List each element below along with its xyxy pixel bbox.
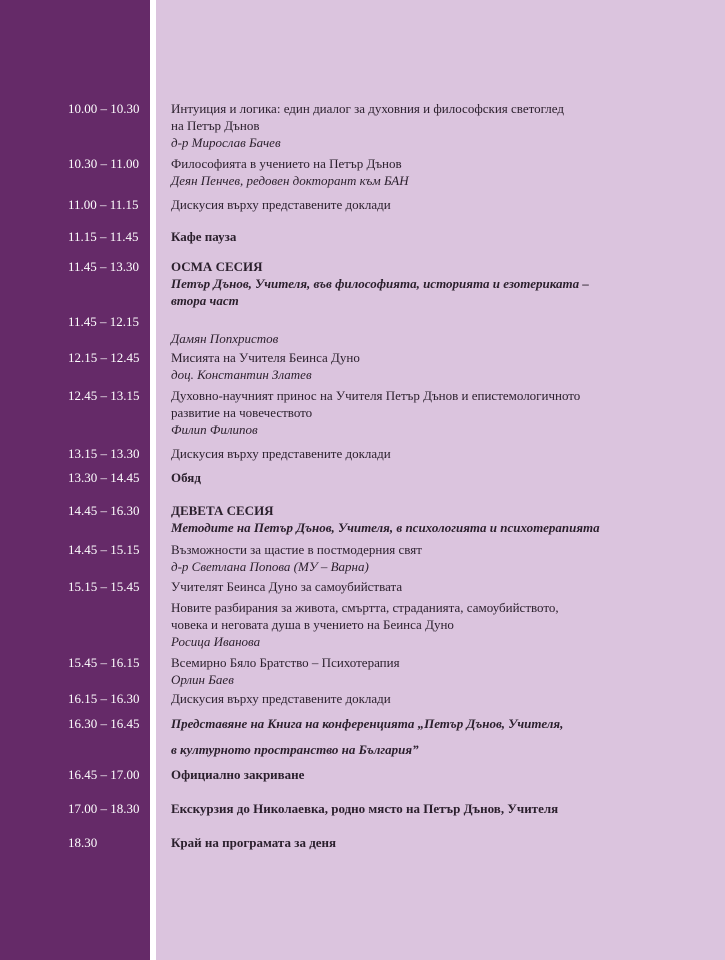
time-slot: 16.45 – 17.00 bbox=[68, 767, 140, 782]
time-slot: 11.00 – 11.15 bbox=[68, 197, 139, 212]
time-slot: 11.45 – 13.30 bbox=[68, 259, 140, 274]
time-slot: 10.00 – 10.30 bbox=[68, 101, 140, 116]
session-details bbox=[171, 741, 651, 758]
session-details bbox=[171, 578, 651, 595]
session-line: втора част bbox=[171, 293, 239, 308]
session-line: Интуиция и логика: един диалог за духовния и философския светоглед bbox=[171, 101, 564, 116]
session-details bbox=[171, 502, 651, 536]
time-slot: 12.15 – 12.45 bbox=[68, 350, 140, 365]
session-details bbox=[171, 313, 651, 347]
session-line: Екскурзия до Николаевка, родно място на Петър Дънов, Учителя bbox=[171, 801, 559, 816]
session-details bbox=[171, 654, 651, 688]
session-line: в културното пространство на България” bbox=[171, 742, 419, 757]
session-details bbox=[171, 349, 651, 383]
session-line: Методите на Петър Дънов, Учителя, в психологията и психотерапията bbox=[171, 520, 600, 535]
session-line: Възможности за щастие в постмодерния свят bbox=[171, 542, 422, 557]
session-details bbox=[171, 387, 651, 438]
session-line: Дискусия върху представените доклади bbox=[171, 691, 391, 706]
session-line: Философията в учението на Петър Дънов bbox=[171, 156, 402, 171]
session-details bbox=[171, 228, 651, 245]
time-slot: 17.00 – 18.30 bbox=[68, 801, 140, 816]
session-details bbox=[171, 690, 651, 707]
session-details bbox=[171, 541, 651, 575]
session-line: Учителят Беинса Дуно за самоубийствата bbox=[171, 579, 403, 594]
session-details bbox=[171, 100, 651, 151]
time-slot: 13.30 – 14.45 bbox=[68, 470, 140, 485]
session-line: Деян Пенчев, редовен докторант към БАН bbox=[171, 173, 409, 188]
session-line: Представяне на Книга на конференцията „Петър Дънов, Учителя, bbox=[171, 716, 564, 731]
time-slot: 11.15 – 11.45 bbox=[68, 229, 139, 244]
session-details bbox=[171, 445, 651, 462]
session-line: Новите разбирания за живота, смъртта, страданията, самоубийството, bbox=[171, 600, 559, 615]
session-line: д-р Светлана Попова (МУ – Варна) bbox=[171, 559, 369, 574]
session-line: доц. Константин Златев bbox=[171, 367, 312, 382]
time-slot: 10.30 – 11.00 bbox=[68, 156, 140, 171]
session-line: на Петър Дънов bbox=[171, 118, 260, 133]
session-line: Орлин Баев bbox=[171, 672, 234, 687]
session-details bbox=[171, 155, 651, 189]
session-details bbox=[171, 196, 651, 213]
time-slot: 15.45 – 16.15 bbox=[68, 655, 140, 670]
session-line: Росица Иванова bbox=[171, 634, 261, 649]
session-line: човека и неговата душа в учението на Беинса Дуно bbox=[171, 617, 454, 632]
session-line: Обяд bbox=[171, 470, 201, 485]
time-slot: 14.45 – 16.30 bbox=[68, 503, 140, 518]
session-details bbox=[171, 834, 651, 851]
session-line: развитие на човечеството bbox=[171, 405, 313, 420]
session-details bbox=[171, 258, 651, 309]
time-slot: 16.30 – 16.45 bbox=[68, 716, 140, 731]
session-line: Духовно-научният принос на Учителя Петър Дънов и епистемологичното bbox=[171, 388, 581, 403]
session-line: Филип Филипов bbox=[171, 422, 258, 437]
time-slot: 11.45 – 12.15 bbox=[68, 314, 140, 329]
session-details bbox=[171, 599, 651, 650]
session-line: Мисията на Учителя Беинса Дуно bbox=[171, 350, 360, 365]
session-line: Край на програмата за деня bbox=[171, 835, 337, 850]
time-slot: 15.15 – 15.45 bbox=[68, 579, 140, 594]
session-line: Кафе пауза bbox=[171, 229, 237, 244]
session-details bbox=[171, 469, 651, 486]
session-details bbox=[171, 800, 651, 817]
session-details bbox=[171, 715, 651, 732]
time-slot: 13.15 – 13.30 bbox=[68, 446, 140, 461]
session-line: Всемирно Бяло Братство – Психотерапия bbox=[171, 655, 400, 670]
session-line: Официално закриване bbox=[171, 767, 305, 782]
time-slot: 16.15 – 16.30 bbox=[68, 691, 140, 706]
session-details bbox=[171, 766, 651, 783]
session-line: д-р Мирослав Бачев bbox=[171, 135, 281, 150]
session-line: Дамян Попхристов bbox=[171, 331, 279, 346]
time-slot: 12.45 – 13.15 bbox=[68, 388, 140, 403]
session-line: Дискусия върху представените доклади bbox=[171, 446, 391, 461]
session-line: Дискусия върху представените доклади bbox=[171, 197, 391, 212]
time-slot: 14.45 – 15.15 bbox=[68, 542, 140, 557]
session-line bbox=[171, 313, 651, 330]
session-line: ОСМА СЕСИЯ bbox=[171, 259, 263, 274]
session-line: ДЕВЕТА СЕСИЯ bbox=[171, 503, 274, 518]
time-slot: 18.30 bbox=[68, 835, 98, 850]
session-line: Петър Дънов, Учителя, във философията, историята и езотериката – bbox=[171, 276, 589, 291]
